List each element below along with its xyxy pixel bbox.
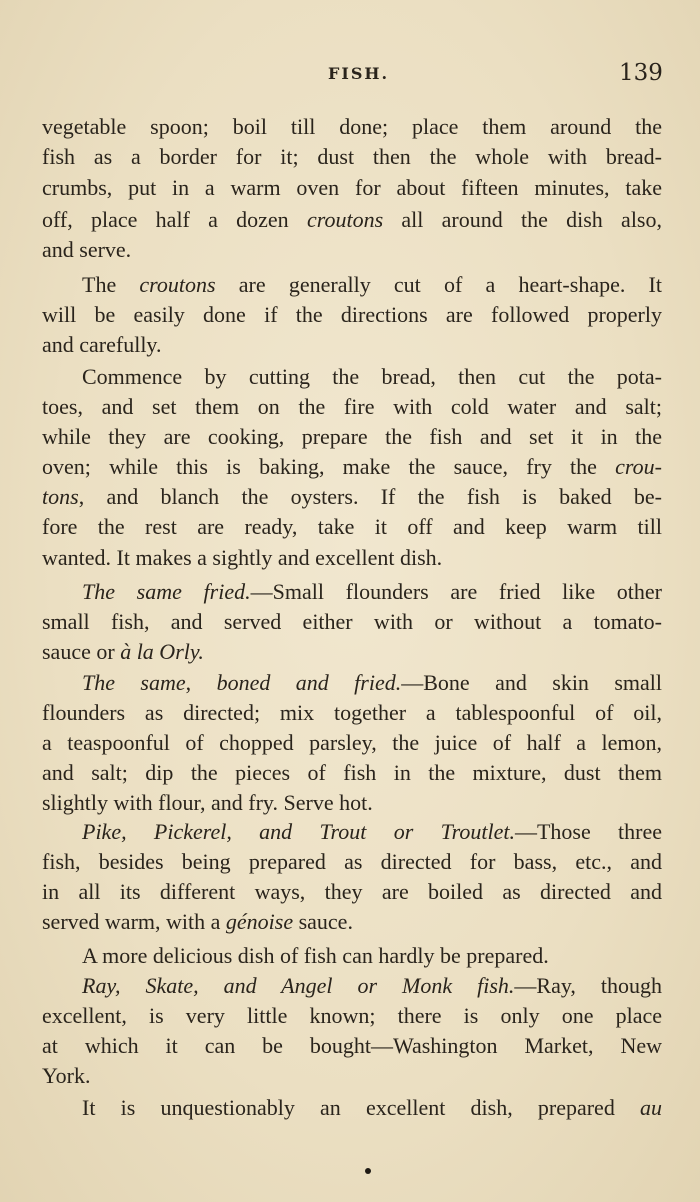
text-run: at which it can be bought—Washington Market, New [42,1033,662,1058]
text-line [82,270,662,300]
text-run: sauce or [42,639,121,664]
italic-run: croutons [139,272,216,297]
text-run: Commence by cutting the bread, then cut the pota- [82,364,662,389]
italic-run: croutons [306,207,384,232]
text-line [42,907,662,937]
italic-run: Ray, Skate, and Angel or Monk fish. [82,973,515,998]
text-run: —Small flounders are fried like other [250,579,663,604]
text-run: The [82,272,140,297]
text-run: , [185,670,217,695]
text-line [42,330,662,360]
text-line [42,392,662,422]
text-run: —Those three [514,819,663,844]
text-line [42,543,662,573]
italic-run: boned and fried. [216,670,402,695]
running-head-title: FISH. [328,64,390,83]
text-run: vegetable spoon; boil till done; place them around the [42,114,662,139]
text-line [42,877,662,907]
text-line [42,1031,662,1061]
text-run: oven; while this is baking, make the sauce, fry the [42,454,616,479]
text-run: flounders as directed; mix together a tablespoonful of oil, [42,700,662,725]
text-run: while they are cooking, prepare the fish and set it in the [42,424,662,449]
text-line [42,1061,662,1091]
italic-run: Pike, Pickerel, and Trout or Troutlet. [82,819,515,844]
text-run: served warm, with a [42,909,226,934]
text-run: York. [42,1063,91,1088]
text-run: will be easily done if the directions are followed properly [42,302,662,327]
text-line [82,817,662,847]
italic-run: crou- [615,454,662,479]
text-run: and serve. [42,237,132,262]
text-run: crumbs, put in a warm oven for about fifteen minutes, take [42,175,662,200]
text-line [42,205,662,235]
text-run: all around the dish also, [383,207,662,232]
text-line [82,668,662,698]
text-run: toes, and set them on the fire with cold water and salt; [42,394,662,419]
text-line [42,847,662,877]
text-run: off, place half a dozen [42,207,307,232]
text-line [82,362,662,392]
text-line [42,482,662,512]
italic-run: au [640,1095,662,1120]
text-line [42,637,662,667]
text-run: are generally cut of a heart-shape. It [215,272,662,297]
text-line [42,1001,662,1031]
text-line [42,452,662,482]
text-line [42,758,662,788]
text-run: fish as a border for it; dust then the whole with bread- [42,144,662,169]
text-line [82,941,662,971]
ink-speck [365,1168,371,1174]
text-line [42,512,662,542]
text-run: It is unquestionably an excellent dish, prepared [82,1095,640,1120]
text-line [82,577,662,607]
text-run: fore the rest are ready, take it off and keep warm till [42,514,662,539]
text-run: A more delicious dish of fish can hardly be prepared. [82,943,549,968]
text-line [42,788,662,818]
text-line [42,112,662,142]
text-run: excellent, is very little known; there is only one place [42,1003,662,1028]
text-line [42,422,662,452]
text-run: , and blanch the oysters. If the fish is baked be- [78,484,662,509]
text-line [42,607,662,637]
text-line [82,1093,662,1123]
text-line [42,235,662,265]
italic-run: tons [42,484,79,509]
text-run: sauce. [293,909,353,934]
text-run: in all its different ways, they are boiled as directed and [42,879,662,904]
text-line [42,300,662,330]
page-number: 139 [619,60,663,86]
italic-run: à la Orly. [120,639,204,664]
text-run: small fish, and served either with or without a tomato- [42,609,662,634]
italic-run: The same [82,670,186,695]
running-head [0,60,700,90]
text-run: slightly with flour, and fry. Serve hot. [42,790,373,815]
text-run: wanted. It makes a sightly and excellent dish. [42,545,443,570]
text-run: fish, besides being prepared as directed for bass, etc., and [42,849,662,874]
text-line [42,142,662,172]
text-line [82,971,662,1001]
text-run: and salt; dip the pieces of fish in the mixture, dust them [42,760,662,785]
text-run: a teaspoonful of chopped parsley, the juice of half a lemon, [42,730,662,755]
italic-run: The same fried. [82,579,251,604]
text-line [42,698,662,728]
text-run: —Ray, though [514,973,662,998]
text-line [42,173,662,203]
text-line [42,728,662,758]
text-run: —Bone and skin small [401,670,663,695]
text-run: and carefully. [42,332,162,357]
italic-run: génoise [225,909,294,934]
